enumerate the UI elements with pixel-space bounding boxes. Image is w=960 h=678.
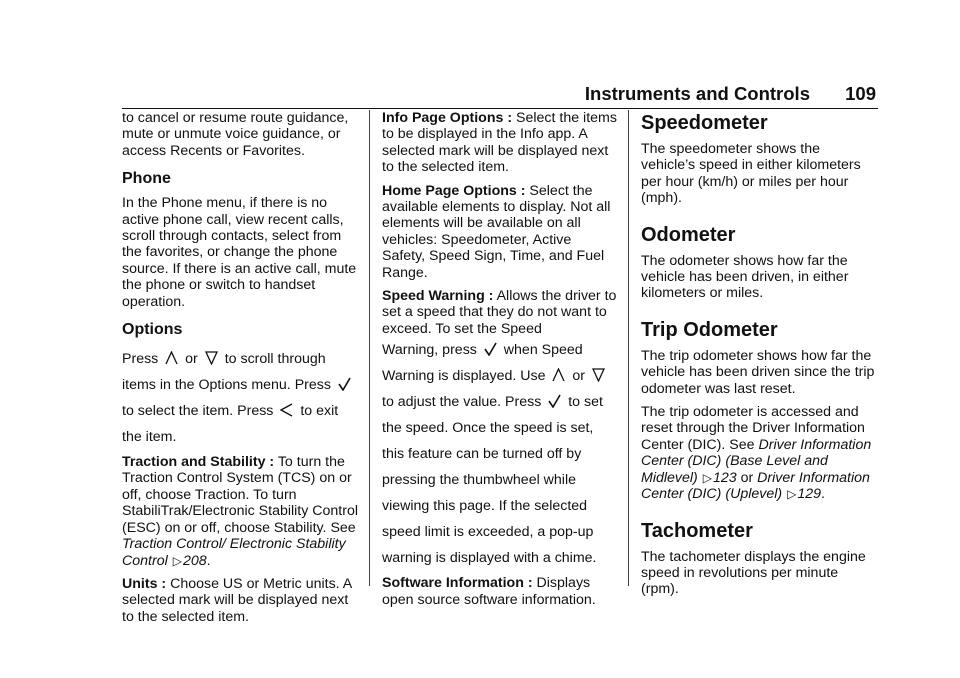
home-page-paragraph: Home Page Options : Select the available elements to display. Not all elements will be available on all vehicles: Speedometer, Active Safety, Speed Sign, Time, and Fuel Range. bbox=[382, 182, 611, 281]
options-paragraph: Press or to scroll through items in the Options menu. Press to select the item. Press to exit the item. bbox=[122, 346, 360, 450]
trip-paragraph-1: The trip odometer shows how far the vehicle has been driven since the trip odometer was last reset. bbox=[641, 347, 875, 397]
tachometer-heading: Tachometer bbox=[641, 519, 753, 542]
speedometer-heading: Speedometer bbox=[641, 112, 768, 134]
units-paragraph: Units : Choose US or Metric units. A selected mark will be displayed next to the selected item. bbox=[122, 575, 352, 625]
column-divider bbox=[369, 110, 370, 586]
odometer-heading: Odometer bbox=[641, 223, 736, 246]
checkmark-icon bbox=[484, 342, 497, 356]
page-ref-icon: ▷ bbox=[702, 470, 712, 485]
column-divider bbox=[628, 110, 629, 586]
checkmark-icon bbox=[548, 394, 561, 408]
phone-paragraph: In the Phone menu, if there is no active phone call, view recent calls, scroll through contacts, select from the favorites, or change the phone source. If there is an active call, mute the phone or switch to handset operation. bbox=[122, 195, 357, 310]
traction-page-ref[interactable]: 208 bbox=[182, 552, 207, 569]
traction-paragraph: Traction and Stability : To turn the Traction Control System (TCS) on or off, choose Traction. To turn StabiliTrak/Electronic Stability Control (ESC) on or off, choose Stability. See Traction Control/ Electronic Stability Control ▷208. bbox=[122, 454, 359, 569]
page-header bbox=[122, 80, 878, 109]
software-info-paragraph: Software Information : Displays open source software information. bbox=[382, 575, 596, 608]
info-page-paragraph: Info Page Options : Select the items to be displayed in the Info app. A selected mark will be displayed next to the selected item. bbox=[382, 110, 617, 176]
odometer-paragraph: The odometer shows how far the vehicle has been driven, in either kilometers or miles. bbox=[641, 252, 849, 302]
page-number: 109 bbox=[845, 83, 876, 104]
tachometer-paragraph: The tachometer displays the engine speed in revolutions per minute (rpm). bbox=[641, 548, 866, 598]
intro-paragraph: to cancel or resume route guidance, mute or unmute voice guidance, or access Recents or Favorites. bbox=[122, 110, 349, 159]
trip-paragraph-2: The trip odometer is accessed and reset through the Driver Information Center (DIC). See Driver Information Center (DIC) (Base Level and Midlevel) ▷123 or Driver Information Center (DIC) (Uplevel) ▷129. bbox=[641, 404, 872, 503]
dic-uplevel-page-ref[interactable]: 129 bbox=[797, 486, 821, 503]
phone-heading: Phone bbox=[122, 170, 171, 188]
speedometer-paragraph: The speedometer shows the vehicle’s speed in either kilometers per hour (km/h) or miles per hour (mph). bbox=[641, 141, 861, 207]
page-ref-icon: ▷ bbox=[172, 553, 182, 568]
dic-uplevel-link[interactable]: Driver Information Center (DIC) (Uplevel) bbox=[641, 469, 870, 503]
speed-warning-paragraph: Speed Warning : Allows the driver to set a speed that they do not want to exceed. To set the Speed Warning, press when Speed Warning is displayed. Use or to adjust the value. Press to set the speed. Once the speed is set, this feature can be turned off by pressing the thumbwheel while viewing this page. If the selected speed limit is exceeded, a pop-up warning is displayed with a chime. bbox=[382, 288, 617, 567]
dic-base-link[interactable]: Driver Information Center (DIC) (Base Level and Midlevel) bbox=[641, 436, 872, 486]
trip-odometer-heading: Trip Odometer bbox=[641, 318, 778, 341]
traction-link[interactable]: Traction Control/ Electronic Stability Control bbox=[122, 536, 346, 569]
down-arrow-icon bbox=[592, 368, 605, 382]
dic-base-page-ref[interactable]: 123 bbox=[712, 469, 737, 486]
options-heading: Options bbox=[122, 321, 183, 339]
back-arrow-icon bbox=[280, 403, 293, 417]
down-arrow-icon bbox=[205, 351, 218, 365]
section-title: Instruments and Controls bbox=[584, 83, 810, 104]
page-ref-icon: ▷ bbox=[787, 487, 797, 502]
column-2 bbox=[382, 110, 618, 615]
up-arrow-icon bbox=[165, 351, 178, 365]
column-3 bbox=[641, 110, 877, 605]
column-1 bbox=[122, 110, 360, 632]
checkmark-icon bbox=[338, 377, 351, 391]
up-arrow-icon bbox=[552, 368, 565, 382]
